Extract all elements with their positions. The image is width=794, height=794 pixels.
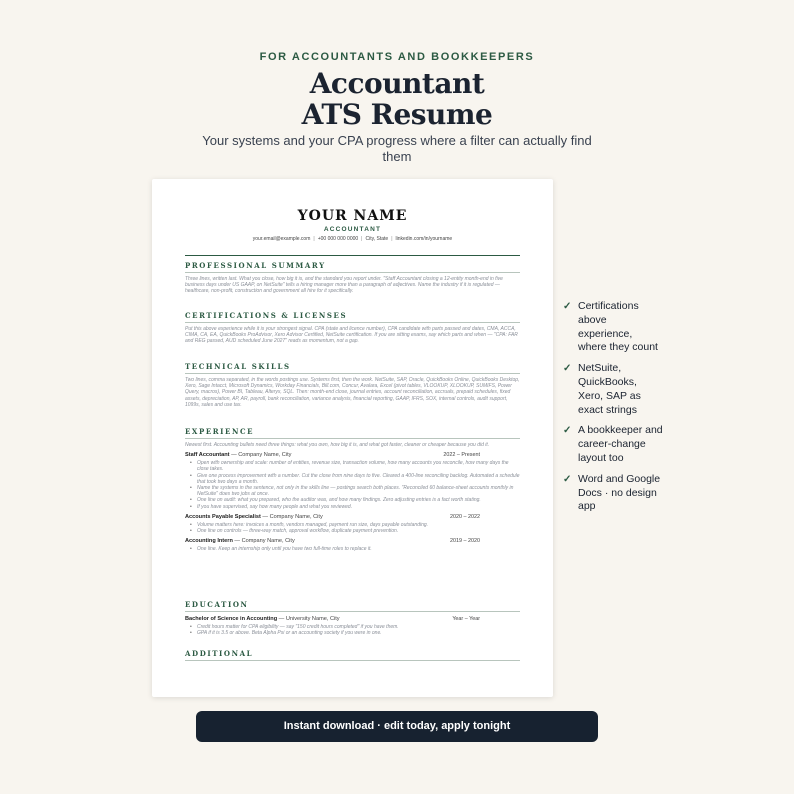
check-icon: ✓ [563,301,572,312]
experience-section [185,422,520,552]
page-title [0,68,794,130]
job-dash: — [231,452,237,459]
feature-text: Certifications above experience, where they count [578,300,658,354]
job-dash: — [262,513,269,520]
job-dates: 2022 – Present [443,452,480,459]
job-bullet: • One line on controls — three-way match, approval workflow, duplicate payment prevention. [185,528,520,534]
feature-text: NetSuite, QuickBooks, Xero, SAP as exact strings [578,362,641,416]
job-bullet: • Name the systems in the sentence, not only in the skills line — postings search both places. "Reconciled 60 balance-sheet accounts monthly in NetSuite" does two jobs at once. [185,485,520,497]
job-entry-header [185,514,520,522]
skills-heading: TECHNICAL SKILLS [185,362,291,371]
download-button[interactable]: Instant download · edit today, apply tonight [196,711,598,742]
page-subtitle: Your systems and your CPA progress where a filter can actually find them [202,133,592,164]
check-icon: ✓ [563,425,572,437]
skills-section [185,357,520,408]
education-heading: EDUCATION [185,600,249,609]
feature-item [563,424,663,465]
skills-text: Two lines, comma separated, in the words postings use. Systems first, then the work. NetSuite, SAP, Oracle, QuickBooks Online, QuickBooks Desktop, Xero, Sage Intacct, Microsoft Dynamics, Workday Financials, Bill.com, Concur, Avalara, Excel (pivot tables, VLOOKUP, XLOOKUP, SUMIFS, Power Query, macros), Power BI, Tableau, Alteryx, SQL. Then: month-end close, journal entries, account reconciliation, accruals, prepaid schedules, fixed assets, depreciation, AP, AR, payroll, bank reconciliation, variance analysis, financial reporting, GAAP, IFRS, SOX, internal controls, audit support, 1099s, sales and use tax. [185,376,520,408]
title-line-1: Accountant [309,67,485,100]
feature-item [563,362,663,417]
experience-heading: EXPERIENCE [185,427,255,436]
check-icon: ✓ [563,363,572,375]
contact-linkedin: linkedin.com/in/yourname [395,236,453,242]
school-name: University Name, City [285,615,340,622]
education-dates: Year – Year [452,615,480,622]
education-bullet: • GPA if it is 3.5 or above. Beta Alpha Psi or an accounting society if you were in one. [185,630,520,636]
additional-section [185,644,520,661]
feature-list [563,300,663,521]
contact-location: City, State [365,236,389,242]
feature-text: Word and Google Docs · no design app [578,472,661,513]
certs-heading: CERTIFICATIONS & LICENSES [185,311,348,320]
job-company: Company Name, City [269,513,323,520]
resume-role: ACCOUNTANT [323,226,382,233]
job-dash: — [234,538,241,545]
job-dates: 2019 – 2020 [450,538,480,545]
resume-contact [152,236,553,242]
job-bullet: • Volume matters here: invoices a month, vendors managed, payment run size, days payable outstanding. [185,522,520,528]
summary-heading: PROFESSIONAL SUMMARY [185,261,326,270]
job-bullet: • If you have supervised, say how many people and what you reviewed. [185,504,520,510]
job-bullet: • Give one process improvement with a number. Cut the close from nine days to five. Cleared a 400-line reconciling backlog. Automated a schedule that took two days a month. [185,473,520,485]
summary-text: Three lines, written last. What you close, how big it is, and the standard you report under. "Staff Accountant closing a 12-entity month-end in five business days under US GAAP, on NetSuite" tells a hiring manager more than a paragraph of adjectives. Name the industry if it is regulated — healthcare, non-profit, construction and government all hire for it specifically. [185,275,503,295]
experience-intro: Newest first. Accounting bullets need three things: what you own, how big it is, and what got faster, cleaner or cheaper because you did it. [185,441,490,448]
job-title: Accounts Payable Specialist [185,513,261,520]
feature-item [563,473,663,514]
resume-preview [152,179,553,697]
contact-separator: | [313,236,315,242]
contact-email: your.email@example.com [252,236,311,242]
job-entry-header [185,452,520,460]
degree-title: Bachelor of Science in Accounting [185,615,278,622]
education-section [185,595,520,636]
job-dates: 2020 – 2022 [450,513,480,520]
additional-heading: ADDITIONAL [185,649,254,658]
summary-section [185,255,520,295]
feature-item [563,300,663,355]
job-company: Company Name, City [241,538,295,545]
feature-text: A bookkeeper and career-change layout too [578,424,663,464]
contact-separator: | [361,236,363,242]
job-title: Accounting Intern [185,538,233,545]
education-entry-header [185,616,520,624]
title-line-2: ATS Resume [301,98,493,131]
certs-section [185,306,520,345]
job-bullet: • Open with ownership and scale: number of entities, revenue size, transaction volume, how many accounts you reconcile, how many days the close takes. [185,460,520,472]
section-underline [185,611,520,612]
job-bullet: • One line on audit: what you prepared, who the auditor was, and how many findings. Zero adjusting entries is a fact worth stating. [185,497,520,503]
job-bullet: • One line. Keep an internship only until you have two full-time roles to replace it. [185,546,520,552]
education-bullet: • Credit hours matter for CPA eligibility — say "150 credit hours completed" if you have them. [185,624,520,630]
job-title: Staff Accountant [185,452,230,459]
certs-text: Put this above experience while it is your strongest signal. CPA (state and licence number), CPA candidate with parts passed and dates, CMA, ACCA, CIMA, CA, EA, QuickBooks ProAdvisor, Xero Advisor Certified, NetSuite certification. If you are sitting exams, say which parts and when — "CPA: FAR and REG passed, AUD scheduled June 2027" reads as momentum, not a gap. [185,325,518,345]
section-underline [185,660,520,661]
contact-separator: | [391,236,393,242]
job-entry-header [185,538,520,546]
resume-name: YOUR NAME [297,208,408,224]
contact-phone: +00 000 000 0000 [317,236,359,242]
degree-dash: — [278,615,285,622]
check-icon: ✓ [563,473,572,485]
job-company: Company Name, City [238,452,292,459]
eyebrow-label: FOR ACCOUNTANTS AND BOOKKEEPERS [259,51,535,63]
